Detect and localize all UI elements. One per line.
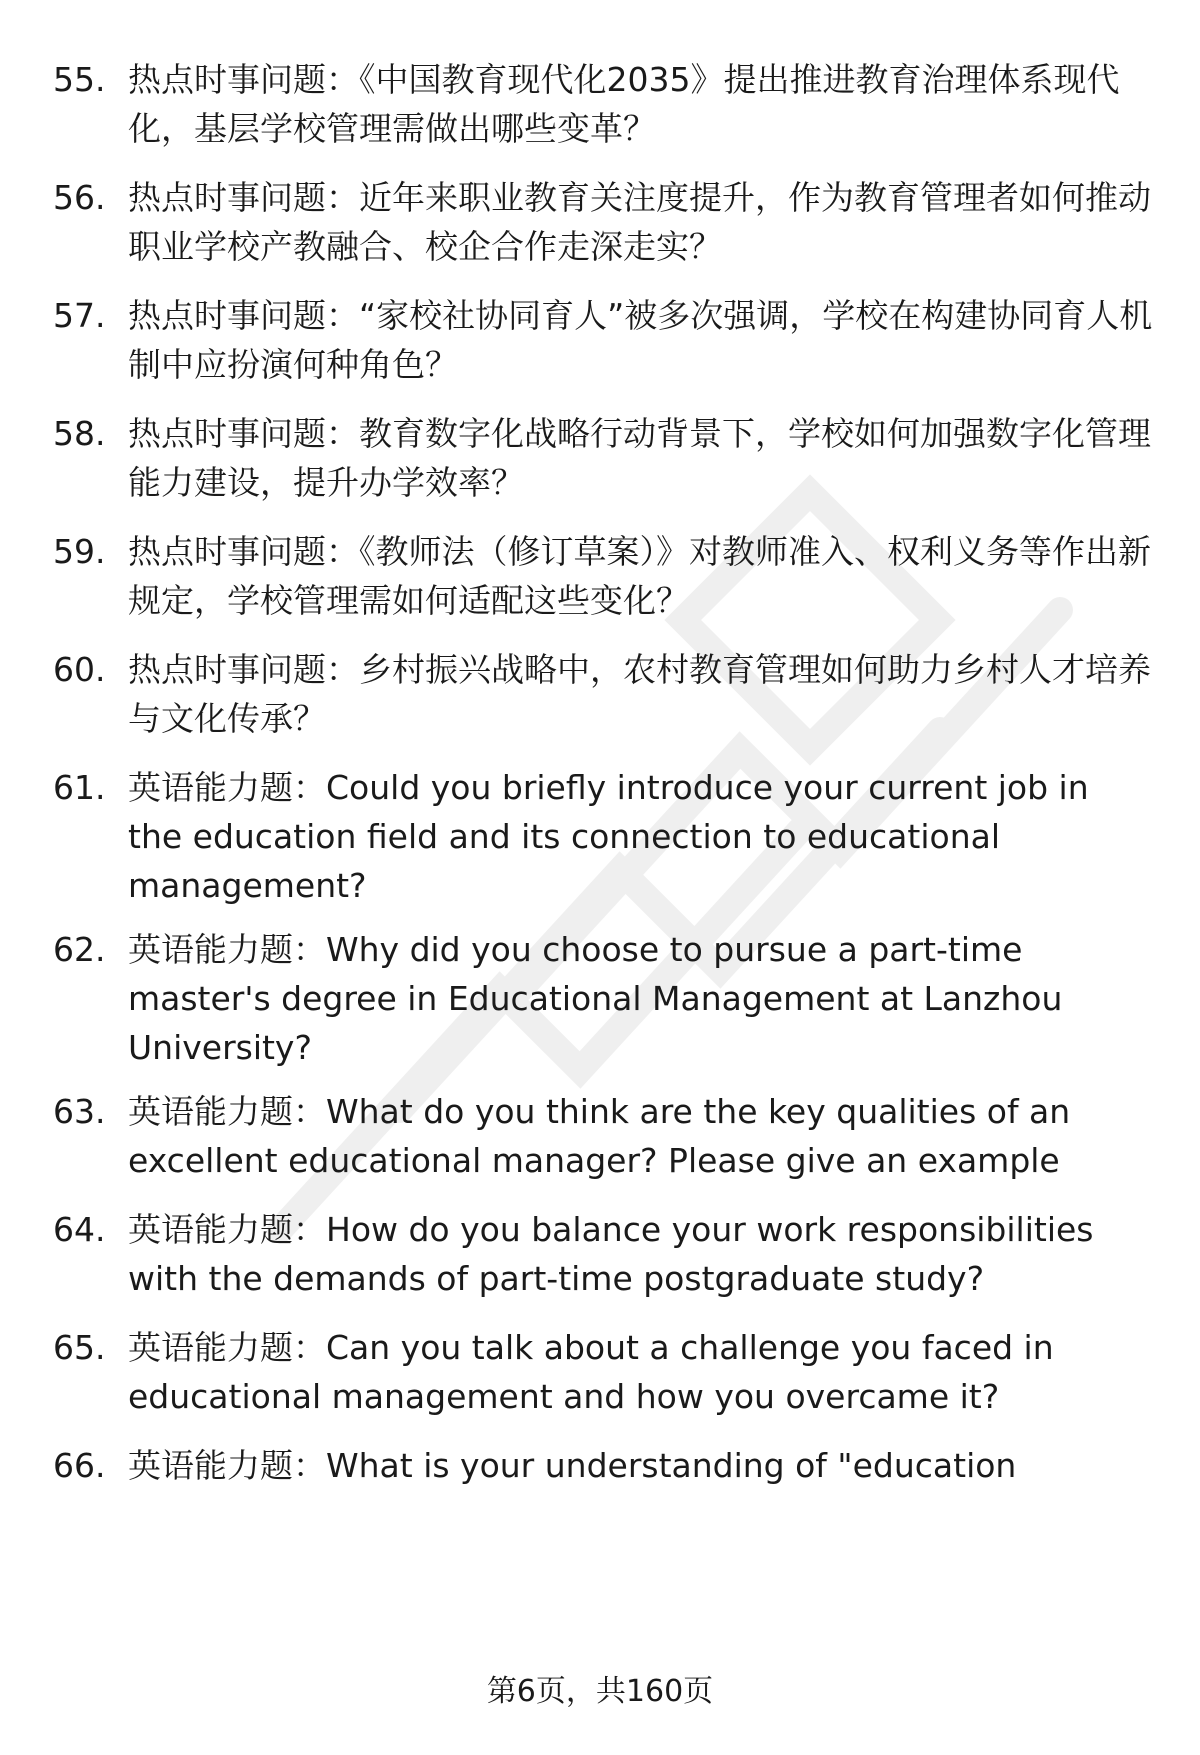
page-footer: 第6页，共160页 — [486, 1674, 714, 1709]
item-number: 65. — [53, 1328, 106, 1367]
item-text: 英语能力题：What do you think are the key qualities of an excellent educational manager? Please give an example — [128, 1092, 1071, 1180]
item-text: 热点时事问题：“家校社协同育人”被多次强调，学校在构建协同育人机制中应扮演何种角色？ — [128, 296, 1153, 384]
item-number: 60. — [53, 650, 106, 689]
item-text: 热点时事问题：教育数字化战略行动背景下，学校如何加强数字化管理能力建设，提升办学效率？ — [128, 414, 1151, 502]
item-text: 英语能力题：Why did you choose to pursue a part-time master's degree in Educational Management at Lanzhou University? — [128, 930, 1063, 1067]
item-text: 热点时事问题：近年来职业教育关注度提升，作为教育管理者如何推动职业学校产教融合、校企合作走深走实？ — [128, 178, 1151, 266]
item-number: 56. — [53, 178, 106, 217]
item-text: 英语能力题：How do you balance your work responsibilities with the demands of part-time postgraduate study? — [128, 1210, 1094, 1298]
item-text: 热点时事问题：《教师法（修订草案）》对教师准入、权利义务等作出新规定，学校管理需如何适配这些变化？ — [128, 532, 1151, 620]
item-number: 57. — [53, 296, 106, 335]
item-number: 59. — [53, 532, 106, 571]
item-text: 英语能力题：Could you briefly introduce your current job in the education field and its connection to educational management? — [128, 768, 1089, 905]
item-text: 热点时事问题：《中国教育现代化2035》提出推进教育治理体系现代化，基层学校管理需做出哪些变革？ — [128, 60, 1120, 148]
item-number: 58. — [53, 414, 106, 453]
item-text: 热点时事问题：乡村振兴战略中，农村教育管理如何助力乡村人才培养与文化传承？ — [128, 650, 1151, 738]
item-text: 英语能力题：Can you talk about a challenge you faced in educational management and how you overcame it? — [128, 1328, 1054, 1416]
item-number: 61. — [53, 768, 106, 807]
item-number: 62. — [53, 930, 106, 969]
item-number: 55. — [53, 60, 106, 99]
item-number: 66. — [53, 1446, 106, 1485]
item-text: 英语能力题：What is your understanding of "education — [128, 1446, 1017, 1485]
item-number: 63. — [53, 1092, 106, 1131]
item-number: 64. — [53, 1210, 106, 1249]
